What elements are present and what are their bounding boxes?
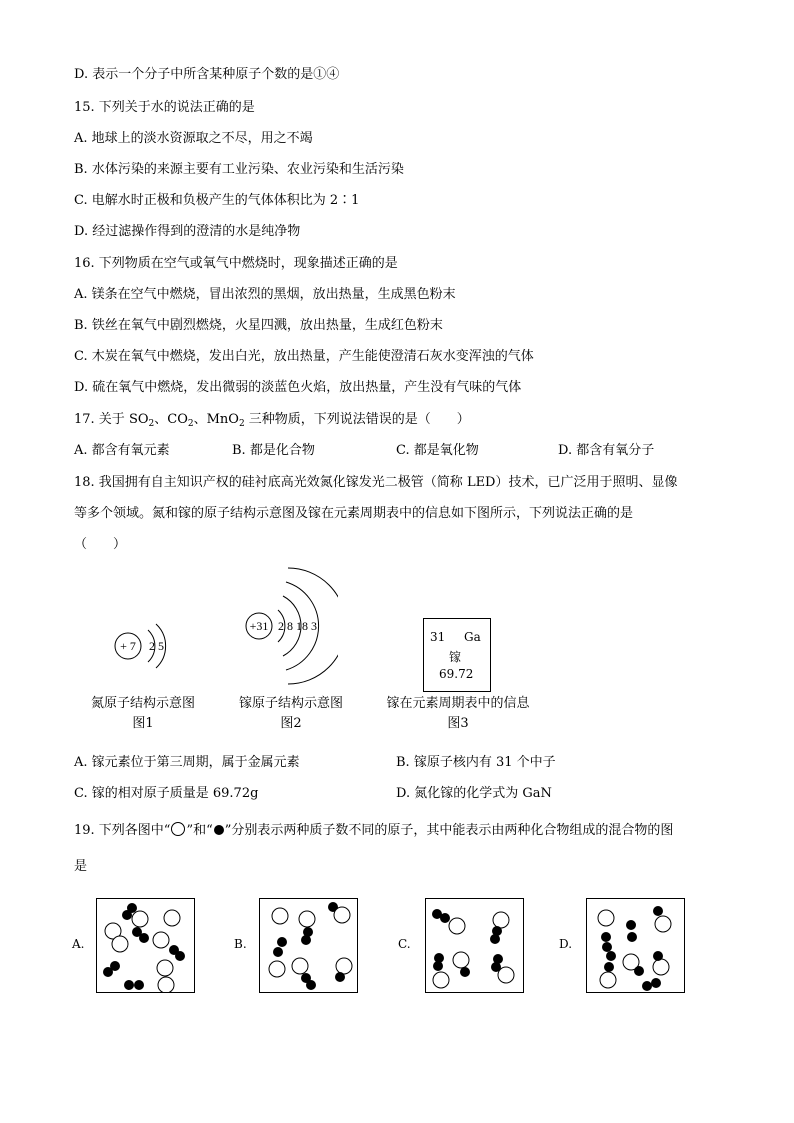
atom-open [336, 958, 352, 974]
q18-stem-line2: 等多个领域。氮和镓的原子结构示意图及镓在元素周期表中的信息如下图所示，下列说法正确的是 [74, 506, 634, 521]
atom-filled [651, 978, 661, 988]
q17-sub-a: 2 [148, 419, 155, 429]
q19-label-c: C. [398, 937, 411, 951]
atom-filled [642, 981, 652, 991]
q19-label-b: B. [234, 937, 247, 951]
atom-open [493, 912, 509, 928]
atom-open [132, 911, 148, 927]
atom-filled [139, 933, 149, 943]
atom-filled [634, 966, 644, 976]
atom-open [655, 916, 671, 932]
atom-filled [433, 961, 443, 971]
q18-stem-line1: 18. 我国拥有自主知识产权的硅衬底高光效氮化镓发光二极管（简称 LED）技术，已广泛用于照明、显像 [74, 475, 678, 490]
atom-open [453, 952, 469, 968]
atom-open [600, 972, 616, 988]
atom-open [292, 958, 308, 974]
q18-option-a: A. 镓元素位于第三周期，属于金属元素 [74, 755, 300, 770]
atomic-number: 31 [430, 630, 446, 644]
atom-filled [606, 951, 616, 961]
atom-filled [335, 972, 345, 982]
atom-filled [440, 913, 450, 923]
q18-option-b: B. 镓原子核内有 31 个中子 [396, 755, 556, 770]
atom-open [112, 936, 128, 952]
nitrogen-electron-label: 2 5 [149, 639, 164, 653]
atom-filled [490, 934, 500, 944]
q19-box-a [96, 898, 195, 993]
figure1-caption: 氮原子结构示意图 [90, 696, 195, 711]
q17-sub-b: 2 [187, 419, 194, 429]
q14-option-d: D. 表示一个分子中所含某种原子个数的是①④ [74, 67, 340, 82]
q15-option-c: C. 电解水时正极和负极产生的气体体积比为 2∶1 [74, 193, 360, 208]
q19-box-b [259, 898, 358, 993]
q19-stem-line1 [74, 822, 673, 839]
atom-filled [277, 937, 287, 947]
figure3-label: 图3 [447, 716, 469, 731]
open-circle-icon [171, 822, 185, 836]
q16-option-c: C. 木炭在氧气中燃烧，发出白光，放出热量，产生能使澄清石灰水变浑浊的气体 [74, 349, 534, 364]
atom-filled [601, 932, 611, 942]
atomic-mass: 69.72 [439, 667, 474, 681]
q17-stem-post: 三种物质，下列说法错误的是（ ） [244, 412, 470, 427]
atom-filled [301, 935, 311, 945]
q19-stem-mid: ”和“ [186, 823, 213, 838]
atom-open [153, 932, 169, 948]
q18-option-c: C. 镓的相对原子质量是 69.72g [74, 786, 259, 801]
q19-box-c [425, 898, 524, 993]
atom-filled [460, 967, 470, 977]
atom-filled [103, 967, 113, 977]
atom-filled [175, 951, 185, 961]
figure2-label: 图2 [280, 716, 302, 731]
q17-stem-so: 17. 关于 SO [74, 412, 149, 427]
q19-stem-post: ”分别表示两种质子数不同的原子，其中能表示由两种化合物组成的混合物的图 [224, 823, 674, 838]
atom-filled [627, 932, 637, 942]
atom-open [334, 907, 350, 923]
q17-option-d: D. 都含有氧分子 [558, 443, 655, 458]
gallium-nucleus-label: +31 [249, 619, 269, 633]
gallium-atom-diagram [238, 564, 338, 688]
atom-open [449, 918, 465, 934]
q17-option-a: A. 都含有氧元素 [74, 443, 170, 458]
q17-option-b: B. 都是化合物 [232, 443, 315, 458]
q18-option-d: D. 氮化镓的化学式为 GaN [396, 786, 552, 801]
atom-open [158, 977, 174, 993]
q16-stem: 16. 下列物质在空气或氧气中燃烧时，现象描述正确的是 [74, 256, 398, 271]
element-symbol: Ga [464, 630, 481, 644]
periodic-table-cell [423, 618, 491, 692]
atom-filled [124, 980, 134, 990]
q19-label-a: A. [72, 937, 85, 951]
atom-filled [306, 980, 316, 990]
atom-filled [653, 951, 663, 961]
figure1-label: 图1 [132, 716, 154, 731]
atom-open [269, 961, 285, 977]
atom-open [498, 967, 514, 983]
q16-option-a: A. 镁条在空气中燃烧，冒出浓烈的黑烟，放出热量，生成黑色粉末 [74, 287, 456, 302]
q17-option-c: C. 都是氧化物 [396, 443, 479, 458]
gallium-electron-label: 2 8 18 3 [278, 619, 317, 633]
atom-filled [604, 962, 614, 972]
atom-filled [122, 910, 132, 920]
q18-stem-line3: （ ） [74, 537, 127, 552]
q17-stem-mno: 、MnO [193, 412, 239, 427]
filled-circle-icon [214, 825, 224, 835]
figure2-caption: 镓原子结构示意图 [238, 696, 343, 711]
atom-filled [653, 906, 663, 916]
atom-filled [602, 942, 612, 952]
q15-option-b: B. 水体污染的来源主要有工业污染、农业污染和生活污染 [74, 162, 404, 177]
atom-open [433, 972, 449, 988]
q16-option-d: D. 硫在氧气中燃烧，发出微弱的淡蓝色火焰，放出热量，产生没有气味的气体 [74, 380, 522, 395]
q19-stem-pre: 19. 下列各图中“ [74, 823, 171, 838]
atom-open [598, 910, 614, 926]
q15-option-a: A. 地球上的淡水资源取之不尽，用之不竭 [74, 131, 313, 146]
figure3-caption: 镓在元素周期表中的信息 [386, 696, 530, 711]
atom-filled [273, 947, 283, 957]
atom-open [299, 911, 315, 927]
element-name: 镓 [449, 650, 462, 664]
nitrogen-atom-diagram [108, 606, 188, 686]
q17-stem [74, 412, 470, 428]
atom-filled [134, 980, 144, 990]
q16-option-b: B. 铁丝在氧气中剧烈燃烧，火星四溅，放出热量，生成红色粉末 [74, 318, 443, 333]
q17-sub-c: 2 [238, 419, 245, 429]
q19-stem-line2: 是 [74, 859, 88, 874]
q15-option-d: D. 经过滤操作得到的澄清的水是纯净物 [74, 224, 301, 239]
q15-stem: 15. 下列关于水的说法正确的是 [74, 100, 255, 115]
q19-label-d: D. [559, 937, 573, 951]
atom-open [653, 959, 669, 975]
q19-box-d [586, 898, 685, 993]
q17-stem-co: 、CO [154, 412, 188, 427]
atom-open [164, 910, 180, 926]
atom-open [157, 960, 173, 976]
atom-filled [626, 920, 636, 930]
atom-open [272, 908, 288, 924]
nitrogen-nucleus-label: + 7 [120, 639, 136, 653]
